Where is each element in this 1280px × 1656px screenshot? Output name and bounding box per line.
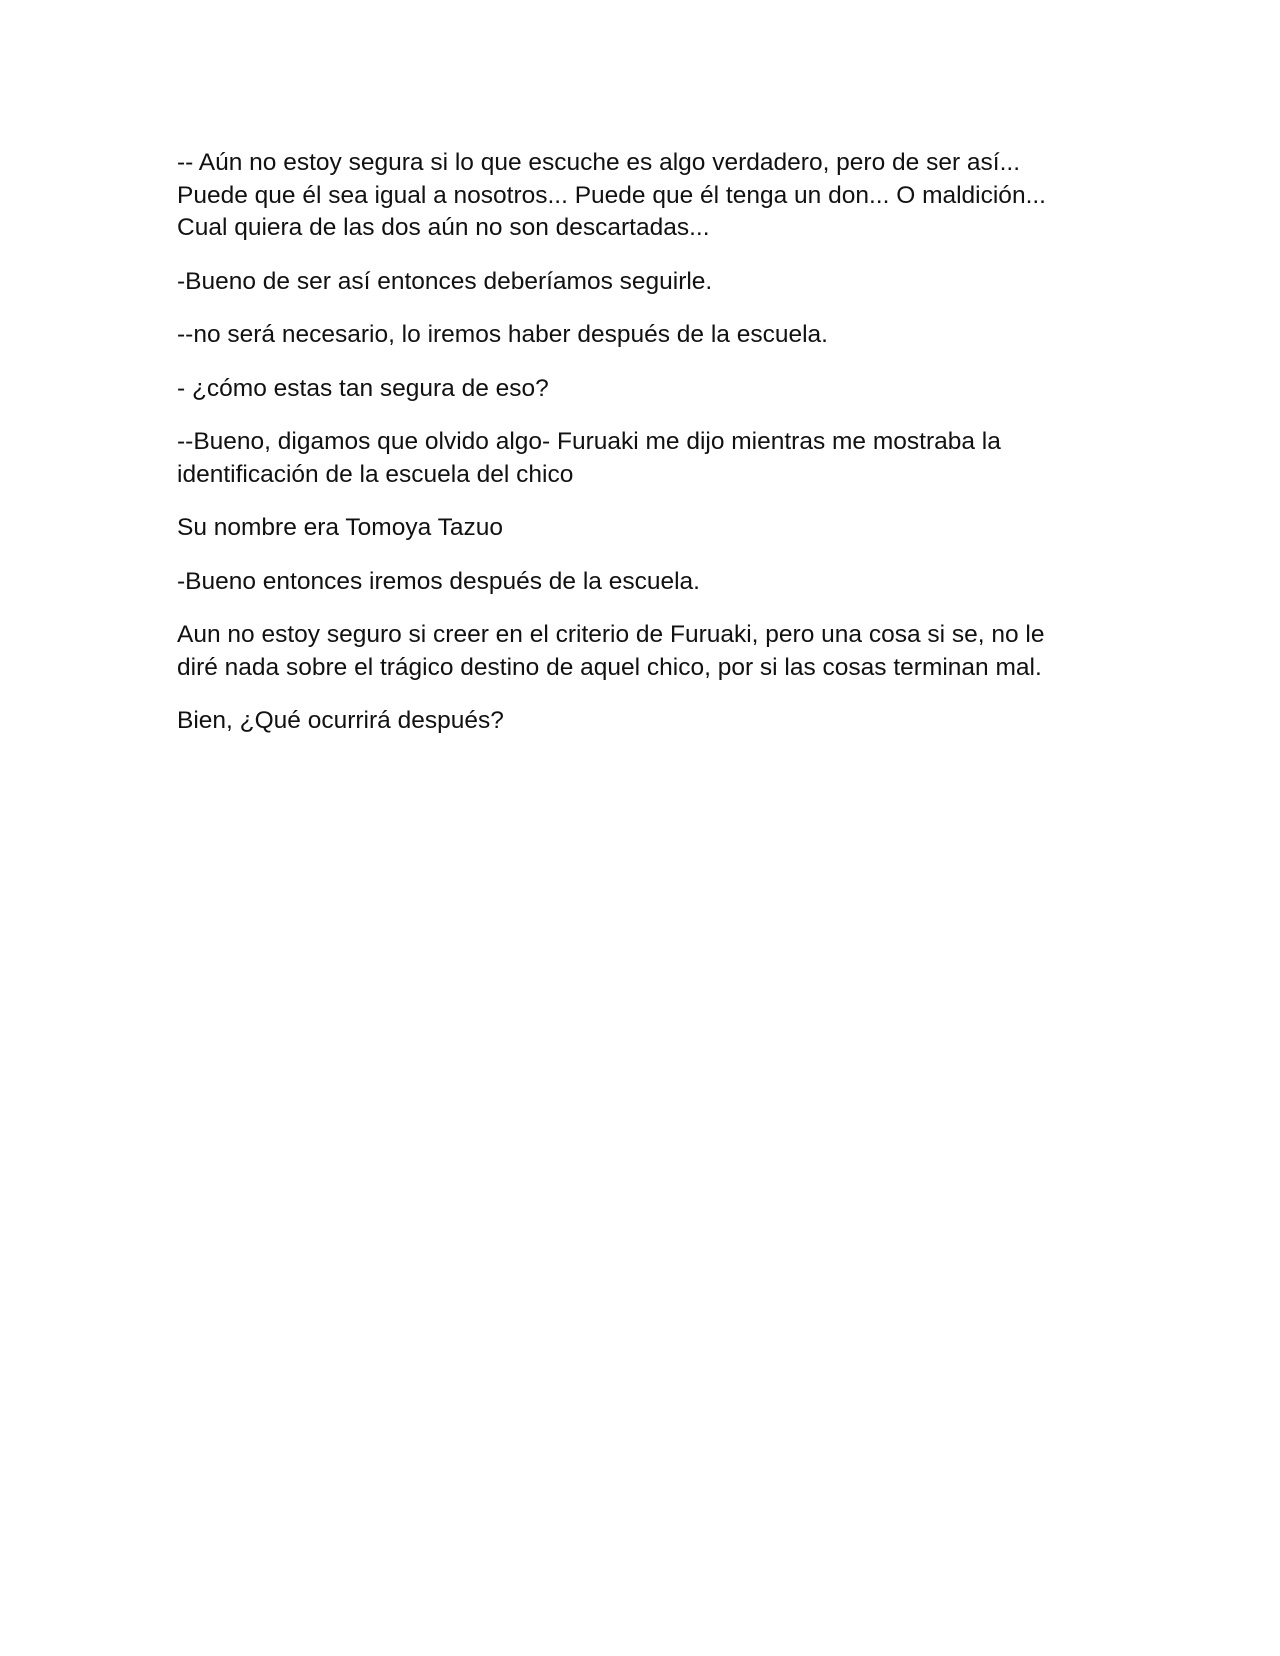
paragraph-line: diré nada sobre el trágico destino de aquel chico, por si las cosas terminan mal.: [177, 653, 1042, 681]
paragraph-5: [177, 426, 1077, 491]
paragraph-6: [177, 512, 1077, 545]
paragraph-line: -- Aún no estoy segura si lo que escuche es algo verdadero, pero de ser así...: [177, 149, 1021, 176]
paragraph-4: [177, 373, 1077, 406]
paragraph-line: -Bueno de ser así entonces deberíamos seguirle.: [177, 267, 713, 295]
document-body: [177, 147, 1077, 759]
paragraph-9: [177, 705, 1077, 738]
paragraph-line: - ¿cómo estas tan segura de eso?: [177, 374, 549, 402]
paragraph-line: Aun no estoy seguro si creer en el criterio de Furuaki, pero una cosa si se, no le: [177, 621, 1045, 648]
paragraph-line: Bien, ¿Qué ocurrirá después?: [177, 707, 504, 734]
paragraph-line: Su nombre era Tomoya Tazuo: [177, 514, 503, 541]
paragraph-line: -Bueno entonces iremos después de la escuela.: [177, 567, 700, 595]
paragraph-3: [177, 319, 1077, 352]
paragraph-line: Cual quiera de las dos aún no son descartadas...: [177, 214, 710, 241]
paragraph-line: Puede que él sea igual a nosotros... Puede que él tenga un don... O maldición...: [177, 181, 1046, 209]
paragraph-line: identificación de la escuela del chico: [177, 460, 574, 488]
paragraph-line: --Bueno, digamos que olvido algo- Furuaki me dijo mientras me mostraba la: [177, 428, 1001, 455]
paragraph-8: [177, 619, 1077, 684]
paragraph-line: --no será necesario, lo iremos haber después de la escuela.: [177, 321, 828, 348]
paragraph-1: [177, 147, 1077, 245]
paragraph-2: [177, 266, 1077, 299]
paragraph-7: [177, 566, 1077, 599]
